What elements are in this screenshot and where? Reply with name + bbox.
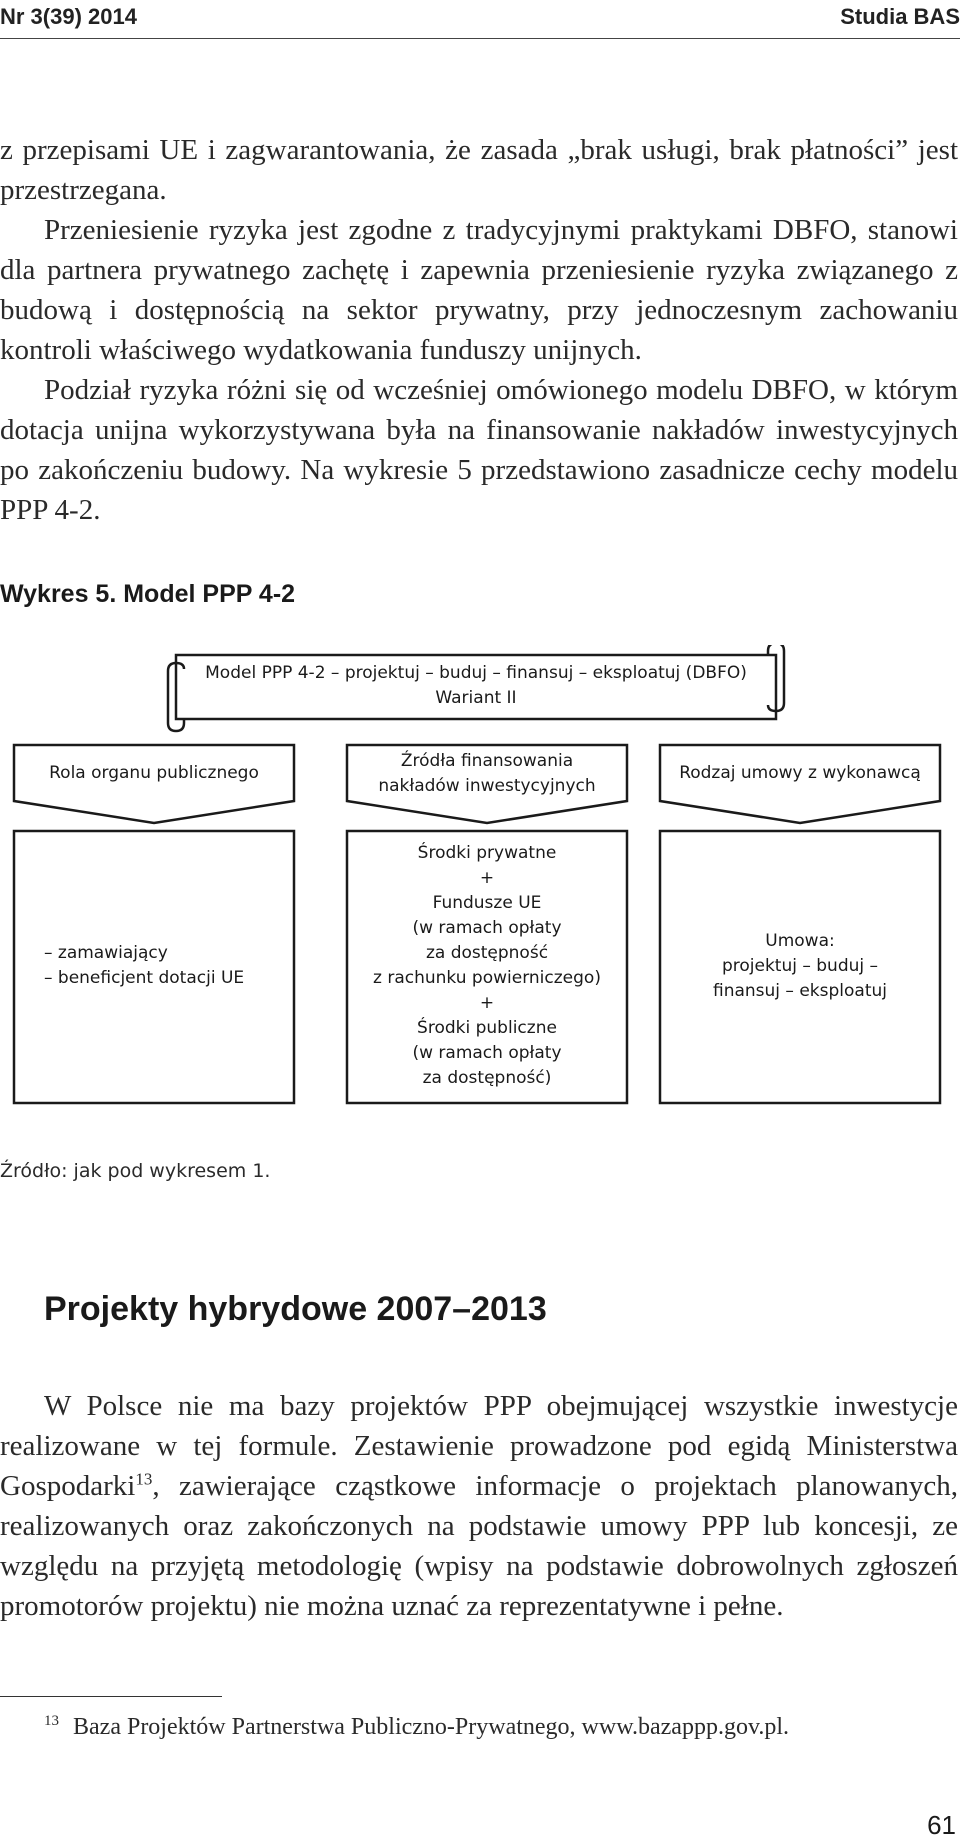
financing-line: (w ramach opłaty [412, 1043, 562, 1063]
header-rule [0, 38, 960, 39]
financing-line: Środki publiczne [417, 1018, 557, 1038]
scroll-title [184, 661, 768, 711]
paragraph-continuation: z przepisami UE i zagwarantowania, że zasada „brak usługi, brak płatności” jest przestrzegana. [0, 134, 958, 206]
public-role-item: – beneficjent dotacji UE [44, 968, 245, 988]
header-contract: Rodzaj umowy z wykonawcą [679, 763, 921, 783]
paragraph-part2: , zawierające cząstkowe informacje o projektach planowanych, realizowanych oraz zakończonych na podstawie umowy PPP lub koncesji, ze względu na przyjętą metodologię (wpisy na podstawie dobrowolnych zgłoszeń promotorów projektu) nie można uznać za reprezentatywne i pełne. [0, 1470, 958, 1622]
paragraph-ppp-database [0, 1386, 958, 1626]
footnote-text: Baza Projektów Partnerstwa Publiczno-Prywatnego, www.bazappp.gov.pl. [73, 1714, 790, 1740]
footnote-number: 13 [44, 1713, 59, 1729]
financing-line: (w ramach opłaty [412, 918, 562, 938]
journal-name: Studia BAS [840, 4, 960, 29]
page-number: 61 [927, 1810, 956, 1840]
scroll-title-line2: Wariant II [435, 688, 517, 708]
figure-source: Źródło: jak pod wykresem 1. [0, 1160, 271, 1182]
footnote-reference[interactable]: 13 [135, 1469, 153, 1489]
financing-line: Fundusze UE [432, 893, 542, 913]
header-financing-line1: Źródła finansowania [400, 751, 574, 771]
public-role-item: – zamawiający [44, 943, 168, 963]
contract-line: finansuj – eksploatuj [713, 981, 887, 1001]
figure-caption: Wykres 5. Model PPP 4-2 [0, 580, 296, 608]
header-financing-line2: nakładów inwestycyjnych [378, 776, 596, 796]
financing-line: z rachunku powierniczego) [373, 968, 601, 988]
financing-line: + [479, 868, 495, 888]
scroll-title-line1: Model PPP 4-2 – projektuj – buduj – finansuj – eksploatuj (DBFO) [205, 663, 747, 683]
financing-line: za dostępność) [422, 1068, 552, 1088]
contract-description [660, 929, 940, 1004]
running-header [0, 0, 960, 40]
paragraph-part1: W Polsce nie ma bazy projektów PPP obejmującej wszystkie inwestycje realizowane w tej formule. Zestawienie prowadzone pod egidą Ministerstwa Gospodarki [0, 1390, 958, 1502]
issue-number: Nr 3(39) 2014 [0, 4, 137, 29]
financing-list [347, 841, 627, 1091]
paragraph-risk-division: Podział ryzyka różni się od wcześniej omówionego modelu DBFO, w którym dotacja unijna wykorzystywana była na finansowanie nakładów inwestycyjnych po zakończeniu budowy. Na wykresie 5 przedstawiono zasadnicze cechy modelu PPP 4-2. [0, 374, 958, 526]
section-text [0, 1386, 958, 1626]
contract-line: projektuj – buduj – [721, 956, 879, 976]
financing-line: za dostępność [425, 943, 549, 963]
paragraph-risk-transfer: Przeniesienie ryzyka jest zgodne z tradycyjnymi praktykami DBFO, stanowi dla partnera prywatnego zachętę i zapewnia przeniesienie ryzyka związanego z budową i dostępnością na sektor prywatny, przy jednoczesnym zachowaniu kontroli właściwego wydatkowania funduszy unijnych. [0, 214, 958, 366]
public-role-list [44, 941, 284, 991]
contract-line: Umowa: [765, 931, 835, 951]
footnote [44, 1714, 789, 1741]
header-financing [347, 749, 627, 799]
financing-line: Środki prywatne [417, 843, 557, 863]
section-heading: Projekty hybrydowe 2007–2013 [44, 1290, 547, 1328]
header-public-role: Rola organu publicznego [49, 763, 259, 783]
intro-text [0, 130, 958, 530]
financing-line: + [479, 993, 495, 1013]
footnote-rule [0, 1696, 222, 1697]
model-diagram [0, 645, 960, 1115]
